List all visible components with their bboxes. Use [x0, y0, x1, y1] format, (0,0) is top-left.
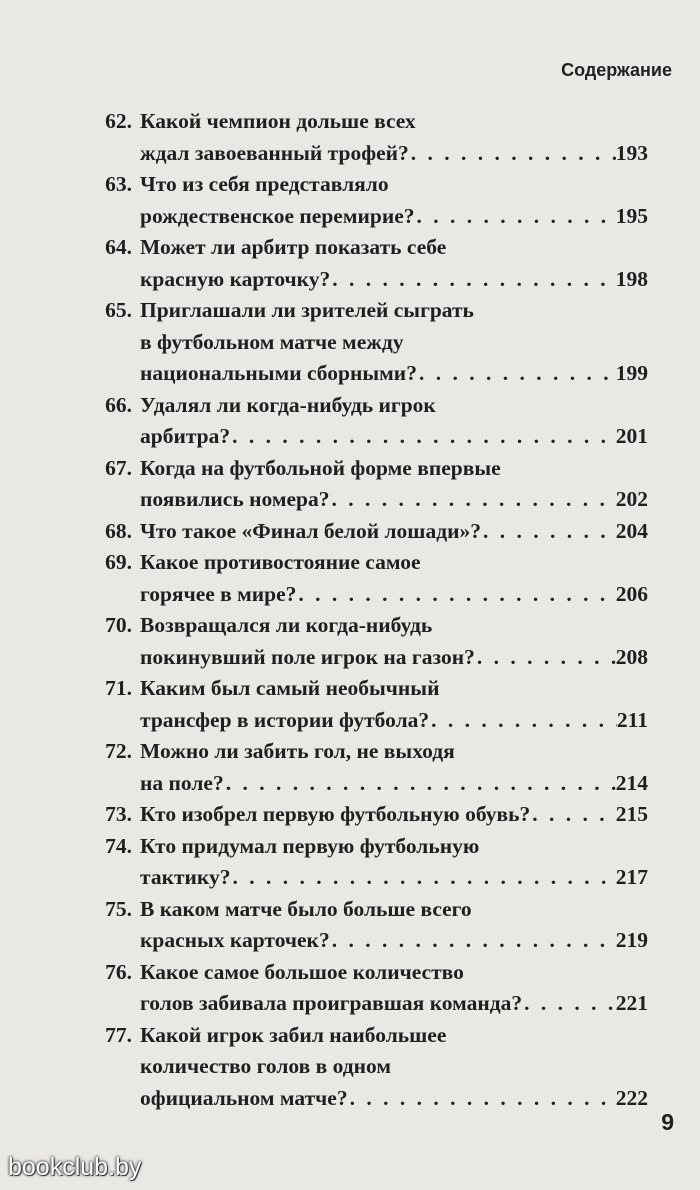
toc-entry-title-line: рождественское перемирие?: [140, 203, 415, 228]
page-number: 9: [661, 1109, 674, 1135]
toc-entry-title-line: Когда на футбольной форме впервые: [140, 455, 501, 480]
toc-entry-number: 71.: [105, 676, 132, 700]
toc-entry-title-line: Удалял ли когда-нибудь игрок: [140, 392, 436, 417]
toc-entry-last-line: [140, 264, 648, 296]
watermark-logo: bookclub.by: [8, 1153, 142, 1181]
toc-entry-title-line: голов забивала проигравшая команда?: [140, 991, 523, 1015]
toc-entry-last-line: [140, 642, 648, 674]
toc-entry-number: 70.: [105, 613, 132, 637]
dot-leader: [348, 1083, 616, 1115]
toc-entry-title-line: Какое самое большое количество: [140, 959, 464, 984]
toc-entry-number: 64.: [105, 235, 132, 259]
toc-entry: [90, 736, 648, 799]
toc-entry-title-line: В каком матче было больше всего: [140, 896, 472, 921]
toc-entry: [90, 232, 648, 295]
toc-entry-last-line: [140, 925, 648, 957]
toc-entry-page: 219: [615, 928, 648, 952]
toc-entry-page: 217: [615, 865, 648, 889]
toc-entry-last-line: [140, 705, 648, 737]
toc-entry-page: 215: [615, 802, 648, 826]
toc-entry-number: 72.: [105, 739, 132, 763]
toc-entry-page: 202: [615, 487, 648, 511]
toc-entry-title-line: Кто изобрел первую футбольную обувь?: [140, 802, 531, 826]
dot-leader: [481, 516, 616, 548]
toc-entry-number: 76.: [105, 959, 132, 984]
dot-leader: [230, 421, 616, 453]
dot-leader: [296, 579, 615, 611]
toc-entry-title-line: Можно ли забить гол, не выходя: [140, 739, 455, 763]
dot-leader: [475, 642, 616, 674]
toc-entry-page: 201: [615, 424, 648, 448]
table-of-contents: [90, 106, 648, 1114]
toc-entry-page: 199: [615, 361, 648, 385]
toc-entry-page: 195: [615, 203, 648, 228]
dot-leader: [409, 138, 616, 170]
toc-entry: [90, 957, 648, 1020]
toc-entry-last-line: [140, 988, 648, 1020]
toc-entry-number: 77.: [105, 1022, 132, 1047]
toc-entry-page: 204: [615, 518, 648, 543]
toc-entry-last-line: [140, 201, 648, 233]
toc-entry-last-line: [140, 516, 648, 548]
dot-leader: [530, 799, 616, 831]
toc-entry: [90, 106, 648, 169]
toc-entry: [90, 547, 648, 610]
toc-entry: [90, 390, 648, 453]
toc-entry-title-line: Какой чемпион дольше всех: [140, 109, 416, 133]
dot-leader: [330, 264, 616, 296]
toc-entry-number: 75.: [105, 896, 132, 921]
toc-entry-number: 67.: [105, 455, 132, 480]
toc-entry: [90, 516, 648, 548]
toc-entry-number: 68.: [105, 518, 132, 543]
toc-entry: [90, 673, 648, 736]
toc-entry-page: 221: [615, 991, 648, 1015]
toc-entry-last-line: [140, 579, 648, 611]
toc-entry-last-line: [140, 421, 648, 453]
dot-leader: [330, 925, 616, 957]
toc-entry: [90, 831, 648, 894]
toc-entry-page: 198: [615, 266, 648, 291]
toc-entry-title-line: Может ли арбитр показать себе: [140, 235, 447, 259]
toc-entry-last-line: [140, 862, 648, 894]
toc-entry-last-line: [140, 768, 648, 800]
toc-entry-title-line: красную карточку?: [140, 266, 331, 291]
toc-entry-page: 193: [615, 140, 648, 165]
toc-entry-page: 206: [615, 581, 648, 606]
toc-entry-page: 208: [615, 644, 648, 669]
toc-entry-title-line: покинувший поле игрок на газон?: [140, 644, 475, 669]
toc-entry-title-line: арбитра?: [140, 424, 231, 448]
toc-entry: [90, 894, 648, 957]
toc-entry-number: 65.: [105, 298, 132, 322]
dot-leader: [415, 201, 616, 233]
toc-entry-number: 63.: [105, 172, 132, 196]
toc-entry-last-line: [140, 799, 648, 831]
dot-leader: [429, 705, 617, 737]
toc-entry-page: 222: [615, 1085, 648, 1110]
dot-leader: [417, 358, 616, 390]
dot-leader: [224, 768, 616, 800]
toc-entry: [90, 1020, 648, 1115]
toc-entry-number: 73.: [105, 802, 132, 826]
toc-entry: [90, 169, 648, 232]
toc-entry-last-line: [140, 484, 648, 516]
running-head: Содержание: [561, 60, 672, 80]
toc-entry-title-line: количество голов в одном: [140, 1054, 391, 1078]
toc-entry-page: 211: [616, 707, 648, 732]
toc-entry-title-line: Каким был самый необычный: [140, 676, 440, 700]
toc-entry-title-line: Приглашали ли зрителей сыграть: [140, 298, 474, 322]
toc-entry: [90, 610, 648, 673]
toc-entry-number: 74.: [105, 833, 132, 858]
toc-entry-title-line: горячее в мире?: [140, 581, 297, 606]
toc-entry-title-line: красных карточек?: [140, 928, 330, 952]
dot-leader: [329, 484, 615, 516]
toc-entry-number: 62.: [105, 109, 132, 133]
toc-entry-title-line: трансфер в истории футбола?: [140, 707, 430, 732]
toc-entry: [90, 453, 648, 516]
toc-entry-title-line: тактику?: [140, 865, 231, 889]
toc-entry-title-line: официальном матче?: [140, 1085, 348, 1110]
toc-entry-page: 214: [615, 770, 648, 795]
toc-entry: [90, 799, 648, 831]
toc-entry-last-line: [140, 1083, 648, 1115]
toc-entry-title-line: в футбольном матче между: [140, 329, 404, 354]
toc-entry-number: 66.: [105, 392, 132, 417]
toc-entry: [90, 295, 648, 390]
toc-entry-title-line: Что такое «Финал белой лошади»?: [140, 518, 481, 543]
toc-entry-last-line: [140, 358, 648, 390]
toc-entry-number: 69.: [105, 550, 132, 574]
toc-entry-title-line: Какое противостояние самое: [140, 550, 421, 574]
toc-entry-last-line: [140, 138, 648, 170]
toc-entry-title-line: Что из себя представляло: [140, 172, 389, 196]
toc-entry-title-line: Возвращался ли когда-нибудь: [140, 613, 433, 637]
toc-entry-title-line: Какой игрок забил наибольшее: [140, 1022, 447, 1047]
toc-entry-title-line: на поле?: [140, 770, 224, 795]
toc-entry-title-line: ждал завоеванный трофей?: [140, 140, 409, 165]
toc-entry-title-line: национальными сборными?: [140, 361, 417, 385]
toc-entry-title-line: появились номера?: [140, 487, 330, 511]
toc-entry-title-line: Кто придумал первую футбольную: [140, 833, 480, 858]
dot-leader: [231, 862, 616, 894]
dot-leader: [522, 988, 616, 1020]
